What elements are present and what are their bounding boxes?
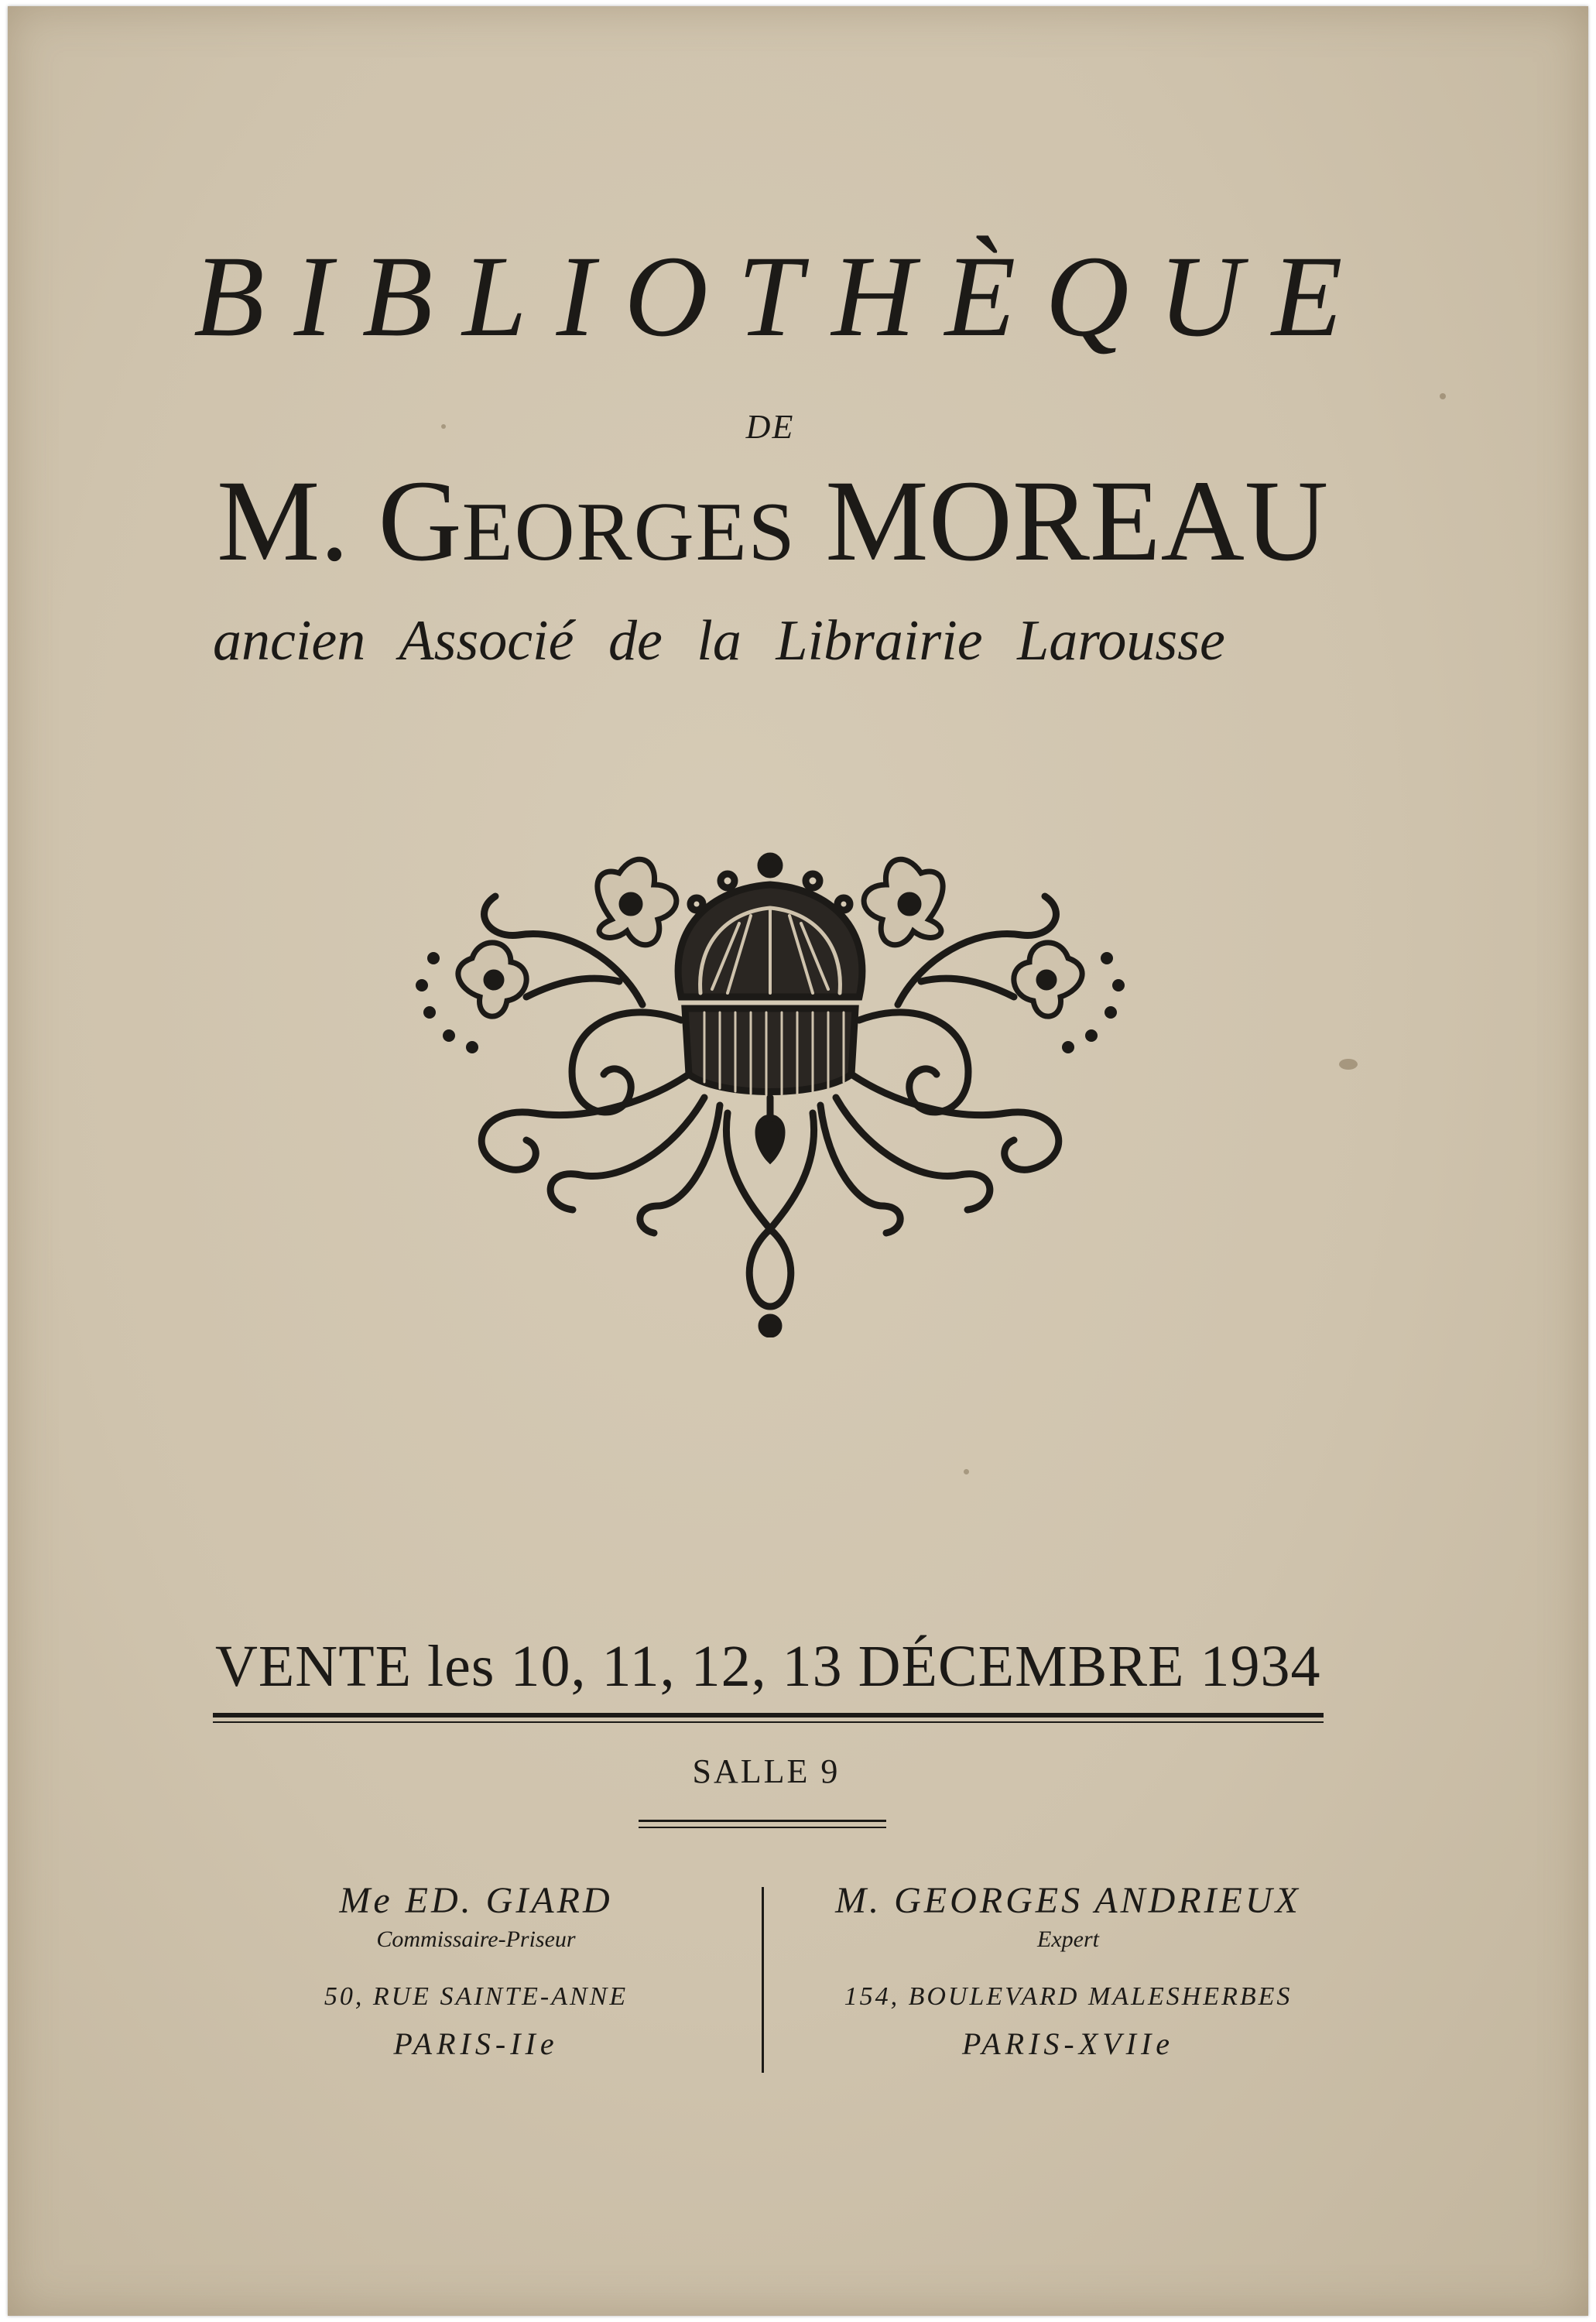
- owner-surname: MOREAU: [796, 457, 1329, 585]
- paper-speck: [441, 424, 446, 429]
- catalogue-cover: [8, 6, 1588, 2316]
- double-rule-thick: [213, 1713, 1324, 1718]
- sale-dates: VENTE les 10, 11, 12, 13 DÉCEMBRE 1934: [215, 1634, 1321, 1699]
- paper-speck: [964, 1469, 969, 1474]
- auctioneer-name: Me ED. GIARD: [339, 1880, 613, 1921]
- expert-name: M. GEORGES ANDRIEUX: [835, 1880, 1301, 1921]
- short-rule-bottom: [639, 1827, 886, 1828]
- owner-prefix: M. G: [217, 457, 462, 585]
- owner-smallcaps: EORGES: [461, 486, 796, 578]
- auctioneer-role: Commissaire-Priseur: [376, 1926, 576, 1952]
- owner-name: [217, 457, 1329, 585]
- short-rule-top: [639, 1820, 886, 1822]
- auctioneer-block: [240, 1879, 712, 2062]
- cover-connector: DE: [745, 408, 795, 446]
- auctioneer-address: 50, RUE SAINTE-ANNE: [324, 1982, 628, 2011]
- expert-city: PARIS-XVIIe: [961, 2026, 1175, 2061]
- column-divider: [762, 1887, 764, 2073]
- paper-speck: [1440, 393, 1446, 399]
- auctioneer-city: PARIS-IIe: [393, 2026, 559, 2061]
- floral-vignette-icon: [387, 842, 1153, 1337]
- owner-subtitle: ancien Associé de la Librairie Larousse: [213, 609, 1225, 673]
- cover-title: BIBLIOTHÈQUE: [194, 232, 1372, 361]
- expert-role: Expert: [1037, 1926, 1099, 1952]
- expert-address: 154, BOULEVARD MALESHERBES: [844, 1982, 1293, 2011]
- double-rule-thin: [213, 1721, 1324, 1723]
- expert-block: [805, 1879, 1331, 2062]
- sale-room: SALLE 9: [692, 1752, 841, 1790]
- paper-stain: [1339, 1059, 1358, 1070]
